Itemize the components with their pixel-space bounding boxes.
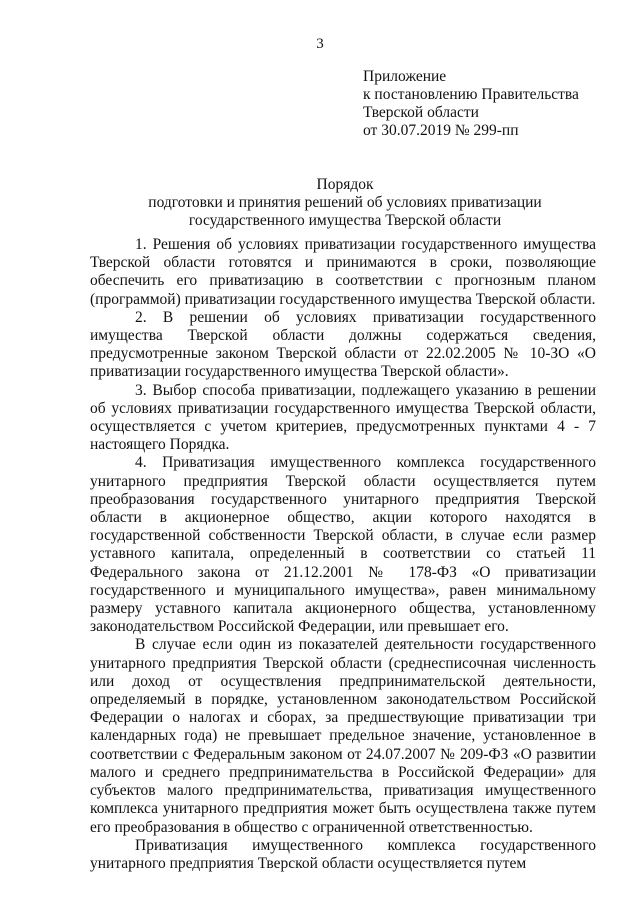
document-title bbox=[0, 176, 640, 230]
title-line: государственного имущества Тверской области bbox=[188, 212, 502, 229]
paragraph: 3. Выбор способа приватизации, подлежащего указанию в решении об условиях приватизации государственного имущества Тверской области, осуществляется с учетом критериев, предусмотренных пунктами 4 - 7 настоящего Порядка. bbox=[90, 381, 596, 454]
paragraph: 2. В решении об условиях приватизации государственного имущества Тверской области должны содержаться сведения, предусмотренные законом Тверской области от 22.02.2005 № 10-ЗО «О приватизации государственного имущества Тверской области». bbox=[90, 308, 596, 381]
appendix-header bbox=[363, 68, 579, 140]
appendix-line: Приложение bbox=[363, 68, 447, 85]
title-line: подготовки и принятия решений об условиях приватизации bbox=[148, 194, 542, 211]
paragraph: В случае если один из показателей деятельности государственного унитарного предприятия Тверской области (среднесписочная численность или доход от осуществления предпринимательской деятельности, определяемый в порядке, установленном законодательством Российской Федерации о налогах и сборах, за предшествующие приватизации три календарных года) не превышает предельное значение, установленное в соответствии с Федеральным законом от 24.07.2007 № 209-ФЗ «О развитии малого и среднего предпринимательства в Российской Федерации» для субъектов малого предпринимательства, приватизация имущественного комплекса унитарного предприятия может быть осуществлена также путем его преобразования в общество с ограниченной ответственностью. bbox=[90, 636, 596, 836]
document-body bbox=[90, 236, 596, 873]
paragraph: 4. Приватизация имущественного комплекса государственного унитарного предприятия Тверской области осуществляется путем преобразования государственного унитарного предприятия Тверской области в акционерное общество, акции которого находятся в государственной собственности Тверской области, в случае если размер уставного капитала, определенный в соответствии со статьей 11 Федерального закона от 21.12.2001 № 178-ФЗ «О приватизации государственного и муниципального имущества», равен минимальному размеру уставного капитала акционерного общества, установленному законодательством Российской Федерации, или превышает его. bbox=[90, 454, 596, 636]
paragraph: Приватизация имущественного комплекса государственного унитарного предприятия Тверской области осуществляется путем bbox=[90, 836, 596, 872]
appendix-line: от 30.07.2019 № 299-пп bbox=[363, 122, 519, 139]
appendix-line: к постановлению Правительства bbox=[363, 86, 579, 103]
appendix-line: Тверской области bbox=[363, 104, 479, 121]
title-line: Порядок bbox=[316, 176, 374, 193]
paragraph: 1. Решения об условиях приватизации государственного имущества Тверской области готовятся и принимаются в сроки, позволяющие обеспечить его приватизацию в соответствии с прогнозным планом (программой) приватизации государственного имущества Тверской области. bbox=[90, 236, 596, 308]
page-number: 3 bbox=[316, 36, 324, 52]
